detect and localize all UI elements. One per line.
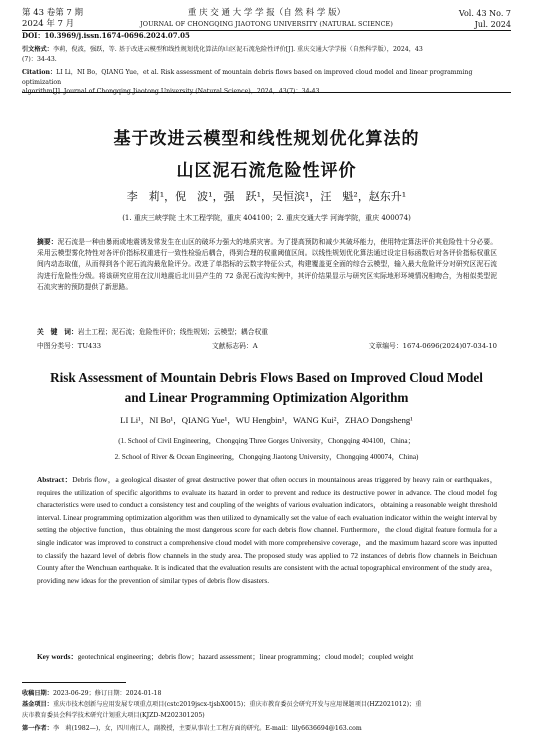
keywords-en: [37, 652, 497, 662]
first-author-info: 李 莉(1982—)，女，四川南江人，副教授，主要从事岩土工程方面的研究。E-mail：lily6636694@163.com: [52, 725, 362, 732]
keywords-en-label: Key words：: [37, 652, 78, 661]
fund-label: 基金项目：: [22, 701, 53, 708]
citation-rule: [22, 92, 511, 93]
citation-cn-line2: (7)：34-43.: [22, 55, 57, 63]
header-right: [459, 8, 511, 30]
volume-issue-cn: 第 43 卷第 7 期: [22, 8, 84, 18]
authors-en: LI Li¹，NI Bo¹，QIANG Yue¹，WU Hengbin¹，WANG Kui²，ZHAO Dongsheng¹: [120, 415, 413, 425]
title-en-line2: and Linear Programming Optimization Algorithm: [124, 390, 409, 405]
received-dates: 2023-06-29；修订日期：2024-01-18: [52, 690, 162, 697]
title-cn-line1: 基于改进云模型和线性规划优化算法的: [113, 129, 420, 149]
journal-name-cn: 重 庆 交 通 大 学 学 报（自 然 科 学 版）: [187, 8, 346, 18]
month-en: Jul. 2024: [474, 20, 511, 29]
year-month-cn: 2024 年 7 月: [22, 19, 75, 29]
header-left: [22, 8, 83, 30]
abstract-cn-label: 摘要：: [37, 238, 58, 246]
authors-cn: 李 莉¹，倪 波¹，强 跃¹，吴恒滨¹，汪 魁²，赵东升¹: [126, 190, 407, 203]
title-en-line1: Risk Assessment of Mountain Debris Flows Based on Improved Cloud Model: [50, 370, 483, 385]
abstract-cn: [37, 237, 497, 293]
keywords-cn-text: 岩土工程；泥石流；危险性评价；线性规划；云模型；耦合权重: [77, 328, 269, 336]
clc-number: 中图分类号：TU433: [37, 342, 102, 350]
abstract-en-label: Abstract：: [37, 475, 73, 484]
citation-cn: [22, 45, 512, 64]
first-author-label: 第一作者：: [22, 725, 53, 732]
fund-line1: 重庆市技术创新与应用发展专项重点项目(cstc2019jscx-tjsbX0015)；重庆市教育委员会研究开发与应用课题项目(HZ2021012)；重: [52, 701, 422, 708]
footnote-fund: [22, 699, 512, 721]
affiliation-cn: (1. 重庆三峡学院 土木工程学院，重庆 404100；2. 重庆交通大学 河海学院，重庆 400074): [122, 214, 411, 222]
volume-issue-en: Vol. 43 No. 7: [458, 9, 511, 18]
received-label: 收稿日期：: [22, 690, 53, 697]
journal-name-en: JOURNAL OF CHONGQING JIAOTONG UNIVERSITY (NATURAL SCIENCE): [140, 20, 393, 28]
footnote-received: [22, 688, 512, 699]
classification-row: [37, 340, 497, 350]
fund-line2: 庆市教育委员会科学技术研究计划重大项目(KJZD-M202301205): [22, 712, 205, 719]
citation-en-line2: algorithm[J]. Journal of Chongqing Jiaotong University (Natural Science)，2024，43(7)：34-43.: [22, 88, 322, 95]
document-code: 文献标志码：A: [211, 342, 258, 350]
citation-en-label: Citation：: [22, 69, 57, 76]
doi[interactable]: DOI：10.3969/j.issn.1674-0696.2024.07.05: [22, 31, 190, 40]
keywords-en-text: geotechnical engineering；debris flow；hazard assessment；linear programming；cloud model；coupled weight: [77, 652, 414, 661]
citation-cn-label: 引文格式：: [22, 46, 53, 53]
abstract-cn-text: 泥石流是一种由暴雨或地震诱发常发生在山区的破坏力强大的地质灾害。为了提高预防和减少其破坏能力，使用特定算法评价其危险性十分必要。采用云模型雾化特性对各评价指标权重进行一致性检验后耦合，得到合理的权重阈值区间。以线性规划优化算法通过设定目标函数后对各评价指标权重区间内动态取值，从而得到各个泥石流沟最危险评分。改进了单指标的云数字特征公式，构建覆盖更全面的综合云模型，输入最大危险评分对研究区泥石流沟进行危险性分级。将该研究应用在汶川地震后北川县产生的 72 条泥石流沟实例中，其评价结果显示与研究区实际地形环境情况相吻合，为相似类型泥石流灾害的预防提供了新思路。: [37, 238, 498, 291]
affiliation-en-line1: (1. School of Civil Engineering，Chongqing Three Gorges University，Chongqing 404100，China；: [118, 437, 415, 445]
affiliation-en-line2: 2. School of River & Ocean Engineering，Chongqing Jiaotong University，Chongqing 400074，China): [114, 453, 419, 461]
article-number: 文章编号：1674-0696(2024)07-034-10: [368, 342, 497, 350]
citation-en-line1: LI Li，NI Bo，QIANG Yue，et al. Risk assessment of mountain debris flows based on improved cloud model and linear programming optimization: [22, 69, 473, 86]
footnote-rule: [22, 682, 126, 683]
keywords-cn-label: 关 键 词：: [37, 328, 78, 336]
citation-cn-line1: 李莉，倪波，强跃，等. 基于改进云模型和线性规划优化算法的山区泥石流危险性评价[J]. 重庆交通大学学报（自然科学版），2024，43: [52, 46, 423, 53]
abstract-en: [37, 474, 497, 587]
footnote-author: [22, 723, 512, 734]
title-cn-line2: 山区泥石流危险性评价: [176, 161, 357, 181]
keywords-cn: [37, 326, 497, 336]
header-center: [120, 8, 413, 30]
abstract-en-text: Debris flow，a geological disaster of great destructive power that often occurs in mountainous areas triggered by heavy rain or earthquakes，requires the utilization of specific algorithms to evaluate its hazard in order to prevent and reduce its destructive power in advance. The cloud model fog characteristics were used to conduct a consistency test and coupling of the weights of various evaluation indicators，obtaining a reasonable weight threshold interval. Linear programming optimization algorithm was then utilized to dynamically set the value of each evaluation indicator within the weight interval by setting the objective function，thus obtaining the most dangerous score for each debris flow channel. Furthermore，the cloud digital feature formula for a single indicator was improved to construct a comprehensive cloud model with more comprehensive coverage，and the maximum hazard score was inputted to classify the hazard level of debris flow channels in the study area. The proposed study was applied to 72 instances of debris flow channels in Beichuan County after the Wenchuan earthquake. It is indicated that the evaluation results are consistent with the actual topographical environment of the study area，providing new ideas for the prevention of similar types of debris flow disasters.: [37, 475, 497, 585]
